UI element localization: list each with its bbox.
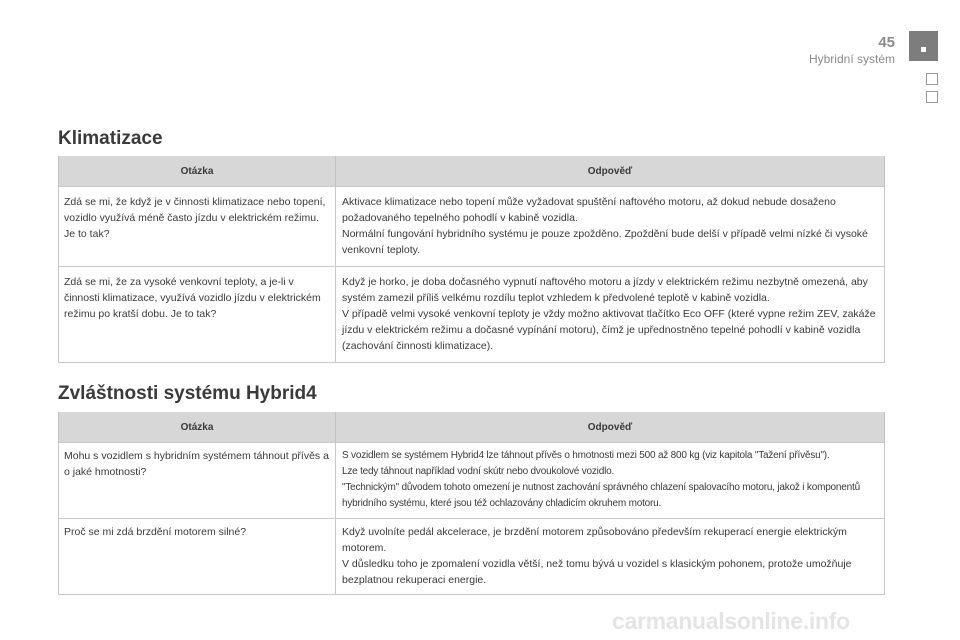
question-cell: Mohu s vozidlem s hybridním systémem táhnout přívěs a o jaké hmotnosti?: [59, 443, 336, 519]
answer-paragraph: Když je horko, je doba dočasného vypnutí naftového motoru a jízdy v elektrickém režimu nezbytně omezená, aby systém zamezil příliš velkému rozdílu teplot vzhledem k předvolené teplotě v kabině vozidla.: [342, 276, 868, 304]
chapter-tab-active[interactable]: [909, 31, 938, 61]
section-title-hybrid4: Zvláštnosti systému Hybrid4: [58, 383, 317, 404]
table-header-row: [59, 412, 885, 443]
chapter-title: Hybridní systém: [808, 52, 895, 66]
answer-cell: [336, 187, 885, 267]
answer-paragraph: Když uvolníte pedál akcelerace, je brzdění motorem způsobováno především rekuperací energie elektrickým motorem.: [342, 526, 847, 554]
answer-paragraph: Aktivace klimatizace nebo topení může vyžadovat spuštění naftového motoru, až dokud nebude dosaženo požadovaného tepelného pohodlí v kabině vozidla.: [342, 196, 836, 224]
table-row: [59, 519, 885, 595]
faq-table-klimatizace: [58, 156, 885, 363]
column-header-answer: Odpověď: [336, 156, 885, 187]
chapter-tab[interactable]: [926, 91, 938, 103]
table-header-row: [59, 156, 885, 187]
column-header-answer: Odpověď: [336, 412, 885, 443]
page-number: 45: [878, 34, 895, 51]
answer-paragraph: Normální fungování hybridního systému je pouze zpožděno. Zpoždění bude delší v případě velmi nízké či vysoké venkovní teploty.: [342, 228, 868, 256]
table-row: [59, 267, 885, 363]
chapter-tab[interactable]: [926, 73, 938, 85]
question-cell: Zdá se mi, že za vysoké venkovní teploty, a je-li v činnosti klimatizace, využívá vozidlo jízdu v elektrickém režimu po kratší dobu. Je to tak?: [59, 267, 336, 363]
answer-paragraph: V případě velmi vysoké venkovní teploty je vždy možno aktivovat tlačítko Eco OFF (které vypne režim ZEV, zakáže jízdu v elektrickém režimu a dočasné vypínání motoru), čímž je upřednostněno tepelné pohodlí v kabině vozidla (zachování činnosti klimatizace).: [342, 308, 876, 352]
column-header-question: Otázka: [59, 412, 336, 443]
table-row: [59, 187, 885, 267]
answer-cell: [336, 267, 885, 363]
question-cell: Zdá se mi, že když je v činnosti klimatizace nebo topení, vozidlo využívá méně často jízdu v elektrickém režimu. Je to tak?: [59, 187, 336, 267]
tab-marker-icon: [921, 47, 926, 52]
column-header-question: Otázka: [59, 156, 336, 187]
answer-paragraph: V důsledku toho je zpomalení vozidla větší, než tomu bývá u vozidel s klasickým pohonem, protože umožňuje bezplatnou rekuperaci energie.: [342, 558, 852, 586]
answer-cell: [336, 443, 885, 519]
faq-table-hybrid4: [58, 412, 885, 595]
answer-paragraph: "Technickým" důvodem tohoto omezení je nutnost zachování správného chlazení spalovacího motoru, jakož i komponentů hybridního systému, které jsou též ochlazovány chladicím okruhem motoru.: [342, 482, 860, 509]
answer-paragraph: Lze tedy táhnout například vodní skútr nebo dvoukolové vozidlo.: [342, 466, 615, 477]
answer-paragraph: S vozidlem se systémem Hybrid4 lze táhnout přívěs o hmotnosti mezi 500 až 800 kg (viz kapitola "Tažení přívěsu").: [342, 450, 830, 461]
question-cell: Proč se mi zdá brzdění motorem silné?: [59, 519, 336, 595]
table-row: [59, 443, 885, 519]
watermark: carmanualsonline.info: [612, 608, 850, 634]
section-title-klimatizace: Klimatizace: [58, 128, 163, 149]
answer-cell: [336, 519, 885, 595]
